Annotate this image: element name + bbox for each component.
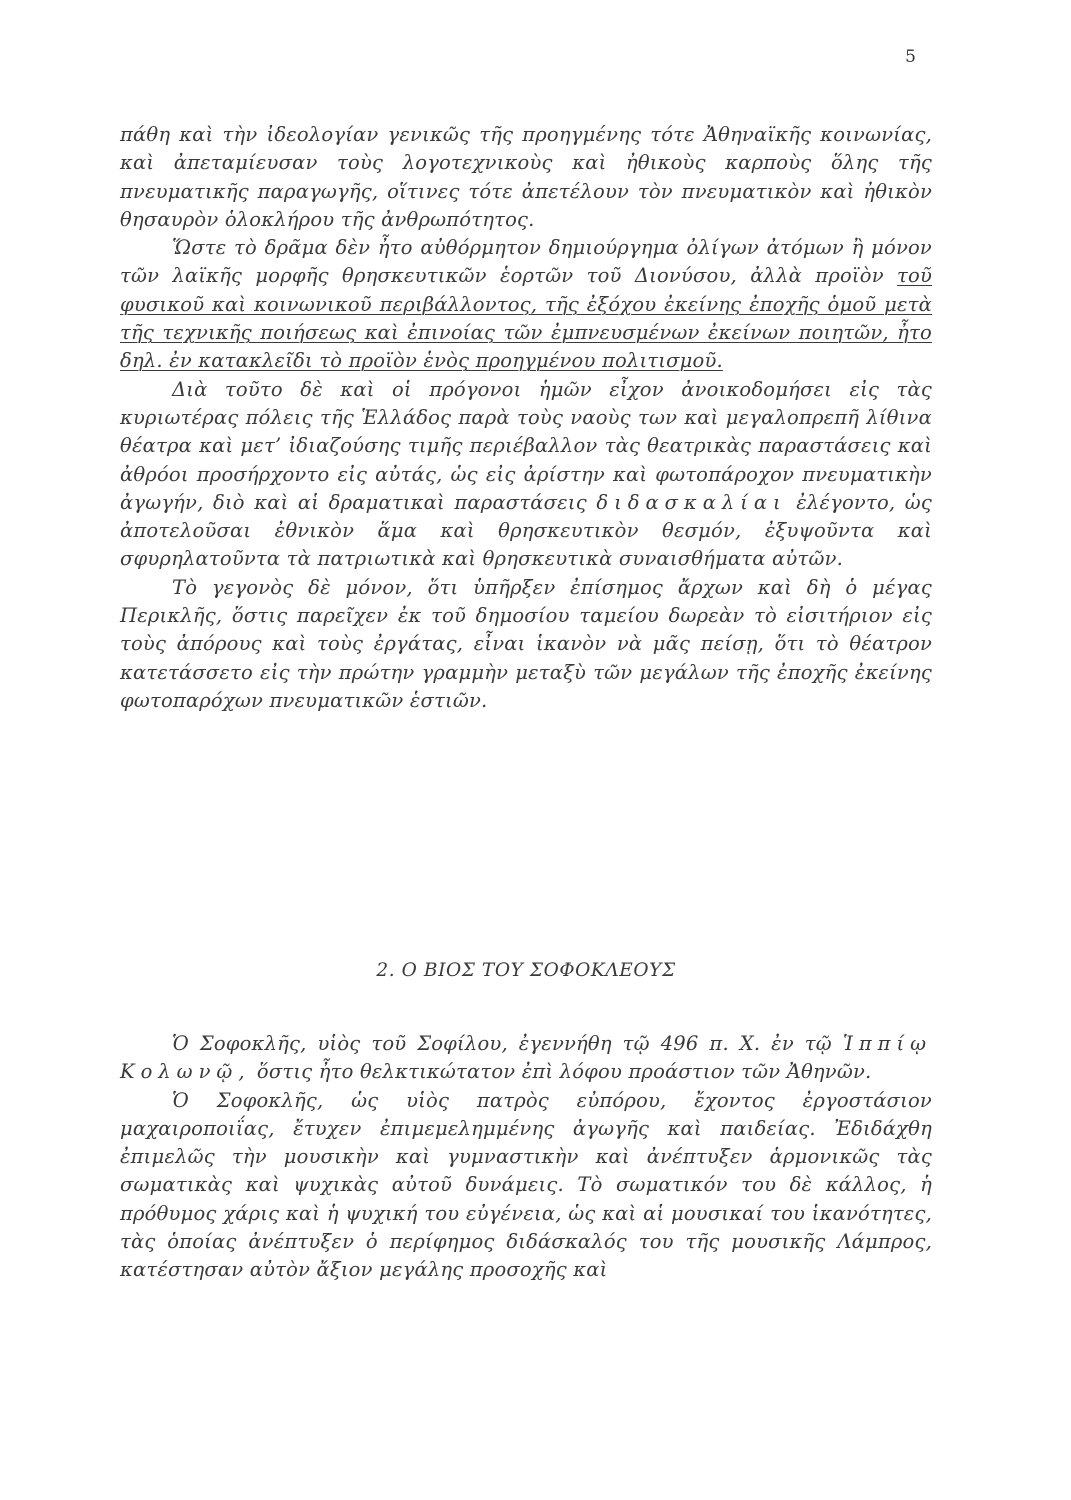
paragraph-3 (120, 376, 932, 574)
paragraph-5-start: Ὁ Σοφοκλῆς, υἱὸς τοῦ Σοφίλου, ἐγεννήθη τῷ 496 π. Χ. ἐν τῷ (172, 1032, 843, 1055)
paragraph-2-start: Ὥστε τὸ δρᾶμα δὲν ἦτο αὐθόρμητον δημιούργημα ὀλίγων ἀτόμων ἢ μόνον τῶν λαϊκῆς μορφῆς θρησκευτικῶν ἑορτῶν τοῦ Διονύσου, ἀλλὰ προϊὸν (120, 236, 932, 288)
paragraph-5-spaced-place: Ἱππίῳ Κολωνῷ, (120, 1032, 932, 1084)
section-1-text (120, 121, 932, 715)
paragraph-5-end: ὅστις ἦτο θελκτικώτατον ἐπὶ λόφου προάστιον τῶν Ἀθηνῶν. (250, 1060, 872, 1084)
paragraph-2-underlined: τοῦ φυσικοῦ καὶ κοινωνικοῦ περιβάλλοντος, τῆς ἐξόχου ἐκείνης ἐποχῆς ὁμοῦ μετὰ τῆς τεχνικῆς ποιήσεως καὶ ἐπινοίας τῶν ἐμπνευσμένων ἐκείνων ποιητῶν, ἦτο δηλ. ἐν κατακλεῖδι τὸ προϊὸν ἑνὸς προηγμένου πολιτισμοῦ. (120, 264, 932, 373)
paragraph-1: πάθη καὶ τὴν ἰδεολογίαν γενικῶς τῆς προηγμένης τότε Ἀθηναϊκῆς κοινωνίας, καὶ ἀπεταμίευσαν τοὺς λογοτεχνικοὺς καὶ ἠθικοὺς καρποὺς ὅλης τῆς πνευματικῆς παραγωγῆς, οἵτινες τότε ἀπετέλουν τὸν πνευματικὸν καὶ ἠθικὸν θησαυρὸν ὁλοκλήρου τῆς ἀνθρωπότητος. (120, 123, 932, 231)
paragraph-3-end: ἐλέγοντο, ὡς ἀποτελοῦσαι ἐθνικὸν ἅμα καὶ θρησκευτικὸν θεσμόν, ἐξυψοῦντα καὶ σφυρηλατοῦντα τὰ πατριωτικὰ καὶ θρησκευτικὰ συναισθήματα αὐτῶν. (120, 490, 932, 571)
paragraph-3-spaced-word: διδασκαλίαι (596, 490, 787, 514)
section-2-text (120, 1030, 932, 1285)
paragraph-2 (120, 234, 932, 375)
paragraph-6: Ὁ Σοφοκλῆς, ὡς υἱὸς πατρὸς εὐπόρου, ἔχοντος ἐργοστάσιον μαχαιροποιΐας, ἔτυχεν ἐπιμεμελημμένης ἀγωγῆς καὶ παιδείας. Ἐδιδάχθη ἐπιμελῶς τὴν μουσικὴν καὶ γυμναστικὴν καὶ ἀνέπτυξεν ἁρμονικῶς τὰς σωματικὰς καὶ ψυχικὰς αὐτοῦ δυνάμεις. Τὸ σωματικόν του δὲ κάλλος, ἡ πρόθυμος χάρις καὶ ἡ ψυχική του εὐγένεια, ὡς καὶ αἱ μουσικαί του ἱκανότητες, τὰς ὁποίας ἀνέπτυξεν ὁ περίφημος διδάσκαλός του τῆς μουσικῆς Λάμπρος, κατέστησαν αὐτὸν ἄξιον μεγάλης προσοχῆς καὶ (120, 1088, 932, 1282)
paragraph-5 (120, 1030, 932, 1087)
paragraph-3-start: Διὰ τοῦτο δὲ καὶ οἱ πρόγονοι ἡμῶν εἶχον ἀνοικοδομήσει εἰς τὰς κυριωτέρας πόλεις τῆς Ἑλλάδος παρὰ τοὺς ναοὺς των καὶ μεγαλοπρεπῆ λίθινα θέατρα καὶ μετ’ ἰδιαζούσης τιμῆς περιέβαλλον τὰς θεατρικὰς παραστάσεις καὶ ἀθρόοι προσήρχοντο εἰς αὐτάς, ὡς εἰς ἀρίστην καὶ φωτοπάροχον πνευματικὴν ἀγωγήν, διὸ καὶ αἱ δραματικαὶ παραστάσεις (120, 377, 932, 514)
page-number: 5 (905, 47, 916, 67)
paragraph-4: Τὸ γεγονὸς δὲ μόνον, ὅτι ὑπῆρξεν ἐπίσημος ἄρχων καὶ δὴ ὁ μέγας Περικλῆς, ὅστις παρεῖχεν ἐκ τοῦ δημοσίου ταμείου δωρεὰν τὸ εἰσιτήριον εἰς τοὺς ἀπόρους καὶ τοὺς ἐργάτας, εἶναι ἱκανὸν νὰ μᾶς πείσῃ, ὅτι τὸ θέατρον κατετάσσετο εἰς τὴν πρώτην γραμμὴν μεταξὺ τῶν μεγάλων τῆς ἐποχῆς ἐκείνης φωτοπαρόχων πνευματικῶν ἑστιῶν. (120, 575, 932, 712)
section-heading: 2. Ο ΒΙΟΣ ΤΟΥ ΣΟΦΟΚΛΕΟΥΣ (376, 960, 676, 981)
